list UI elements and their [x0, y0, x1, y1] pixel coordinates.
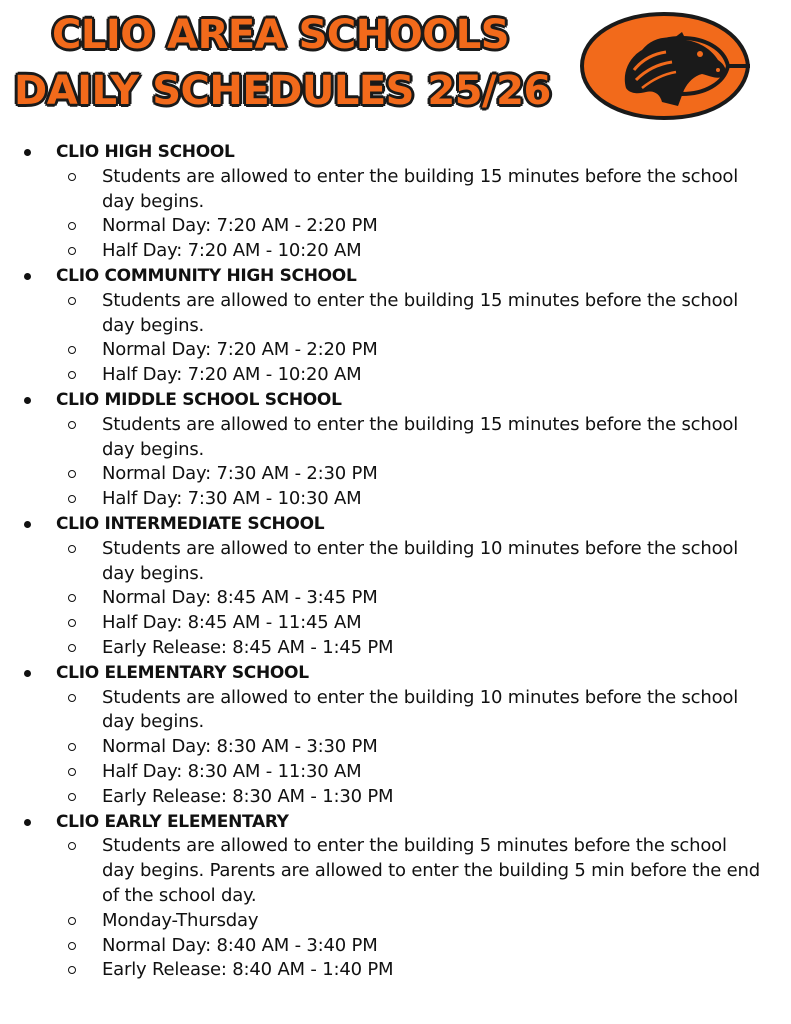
- schedule-item: [0, 289, 791, 339]
- school-section: [0, 140, 791, 264]
- schedule-list: [0, 140, 791, 983]
- bullet-circle-icon: [68, 793, 76, 801]
- bullet-circle-icon: [68, 743, 76, 751]
- bullet-circle-icon: [68, 917, 76, 925]
- schedule-item-text: Students are allowed to enter the building 15 minutes before the school day begins.: [102, 289, 739, 336]
- schedule-item: [0, 934, 791, 959]
- bullet-circle-icon: [68, 545, 76, 553]
- bullet-circle-icon: [68, 222, 76, 230]
- schedule-item-text: Early Release: 8:40 AM - 1:40 PM: [102, 959, 394, 981]
- schedule-items: [0, 289, 791, 388]
- school-name-text: CLIO INTERMEDIATE SCHOOL: [56, 513, 325, 534]
- school-section: [0, 264, 791, 388]
- schedule-item: [0, 537, 791, 587]
- bullet-circle-icon: [68, 470, 76, 478]
- school-name-text: CLIO EARLY ELEMENTARY: [56, 811, 289, 832]
- bullet-circle-icon: [68, 173, 76, 181]
- schedule-items: [0, 834, 791, 983]
- schedule-items: [0, 537, 791, 661]
- schedule-item: [0, 611, 791, 636]
- schedule-item-text: Normal Day: 8:40 AM - 3:40 PM: [102, 934, 378, 956]
- school-name: [0, 512, 791, 537]
- schedule-item: [0, 636, 791, 661]
- bullet-circle-icon: [68, 619, 76, 627]
- schedule-items: [0, 165, 791, 264]
- schedule-item: [0, 735, 791, 760]
- bullet-dot-icon: [24, 521, 31, 528]
- bullet-dot-icon: [24, 149, 31, 156]
- bullet-dot-icon: [24, 273, 31, 280]
- bullet-dot-icon: [24, 670, 31, 677]
- schedule-item: [0, 165, 791, 215]
- bullet-dot-icon: [24, 397, 31, 404]
- bullet-circle-icon: [68, 644, 76, 652]
- bullet-circle-icon: [68, 346, 76, 354]
- schedule-item-text: Half Day: 8:30 AM - 11:30 AM: [102, 760, 362, 782]
- schedule-item: [0, 958, 791, 983]
- page-title-line-2: DAILY SCHEDULES 25/26: [14, 68, 551, 114]
- bullet-circle-icon: [68, 842, 76, 850]
- bullet-circle-icon: [68, 966, 76, 974]
- school-section: [0, 661, 791, 810]
- school-name: [0, 661, 791, 686]
- schedule-item-text: Normal Day: 7:20 AM - 2:20 PM: [102, 215, 378, 237]
- bullet-circle-icon: [68, 594, 76, 602]
- schedule-item-text: Students are allowed to enter the building 10 minutes before the school day begins.: [102, 537, 739, 584]
- schedule-item-text: Monday-Thursday: [102, 909, 259, 931]
- schedule-item-text: Students are allowed to enter the building 15 minutes before the school day begins.: [102, 413, 739, 460]
- schedule-item-text: Students are allowed to enter the building 15 minutes before the school day begins.: [102, 165, 739, 212]
- school-name-text: CLIO ELEMENTARY SCHOOL: [56, 662, 309, 683]
- bullet-circle-icon: [68, 942, 76, 950]
- schedule-item: [0, 586, 791, 611]
- schedule-item: [0, 214, 791, 239]
- school-section: [0, 388, 791, 512]
- schedule-item-text: Students are allowed to enter the building 5 minutes before the school day begins. Parents are allowed to enter the building 5 min before the end of the school day.: [102, 835, 760, 906]
- bullet-circle-icon: [68, 371, 76, 379]
- school-name-text: CLIO COMMUNITY HIGH SCHOOL: [56, 265, 357, 286]
- schedule-item-text: Half Day: 8:45 AM - 11:45 AM: [102, 612, 362, 634]
- school-section: [0, 810, 791, 984]
- schedule-item-text: Half Day: 7:30 AM - 10:30 AM: [102, 488, 362, 510]
- page-title-line-1: CLIO AREA SCHOOLS: [52, 12, 510, 58]
- schedule-item-text: Early Release: 8:30 AM - 1:30 PM: [102, 785, 394, 807]
- bullet-circle-icon: [68, 694, 76, 702]
- schedule-item-text: Early Release: 8:45 AM - 1:45 PM: [102, 636, 394, 658]
- schedule-items: [0, 686, 791, 810]
- schedule-item-text: Normal Day: 7:30 AM - 2:30 PM: [102, 463, 378, 485]
- schedule-item: [0, 909, 791, 934]
- page-header: [0, 0, 791, 140]
- bullet-circle-icon: [68, 421, 76, 429]
- bullet-circle-icon: [68, 495, 76, 503]
- school-name: [0, 140, 791, 165]
- school-name: [0, 810, 791, 835]
- bullet-circle-icon: [68, 768, 76, 776]
- schedule-item: [0, 487, 791, 512]
- school-name: [0, 264, 791, 289]
- schedule-item: [0, 338, 791, 363]
- schedule-item-text: Half Day: 7:20 AM - 10:20 AM: [102, 364, 362, 386]
- schedule-item-text: Students are allowed to enter the building 10 minutes before the school day begins.: [102, 686, 739, 733]
- schedule-item-text: Normal Day: 7:20 AM - 2:20 PM: [102, 339, 378, 361]
- school-name-text: CLIO MIDDLE SCHOOL SCHOOL: [56, 389, 342, 410]
- school-name: [0, 388, 791, 413]
- bullet-dot-icon: [24, 819, 31, 826]
- schedule-item: [0, 785, 791, 810]
- schedule-item: [0, 363, 791, 388]
- school-section: [0, 512, 791, 661]
- mustang-c-logo-icon: [578, 10, 750, 122]
- bullet-circle-icon: [68, 247, 76, 255]
- schedule-item: [0, 834, 791, 908]
- schedule-item: [0, 462, 791, 487]
- schedule-item: [0, 760, 791, 785]
- school-name-text: CLIO HIGH SCHOOL: [56, 142, 235, 162]
- schedule-item-text: Normal Day: 8:45 AM - 3:45 PM: [102, 587, 378, 609]
- schedule-item-text: Half Day: 7:20 AM - 10:20 AM: [102, 240, 362, 262]
- schedule-item: [0, 413, 791, 463]
- schedule-item: [0, 239, 791, 264]
- schedule-item-text: Normal Day: 8:30 AM - 3:30 PM: [102, 736, 378, 758]
- schedule-item: [0, 686, 791, 736]
- schedule-items: [0, 413, 791, 512]
- bullet-circle-icon: [68, 297, 76, 305]
